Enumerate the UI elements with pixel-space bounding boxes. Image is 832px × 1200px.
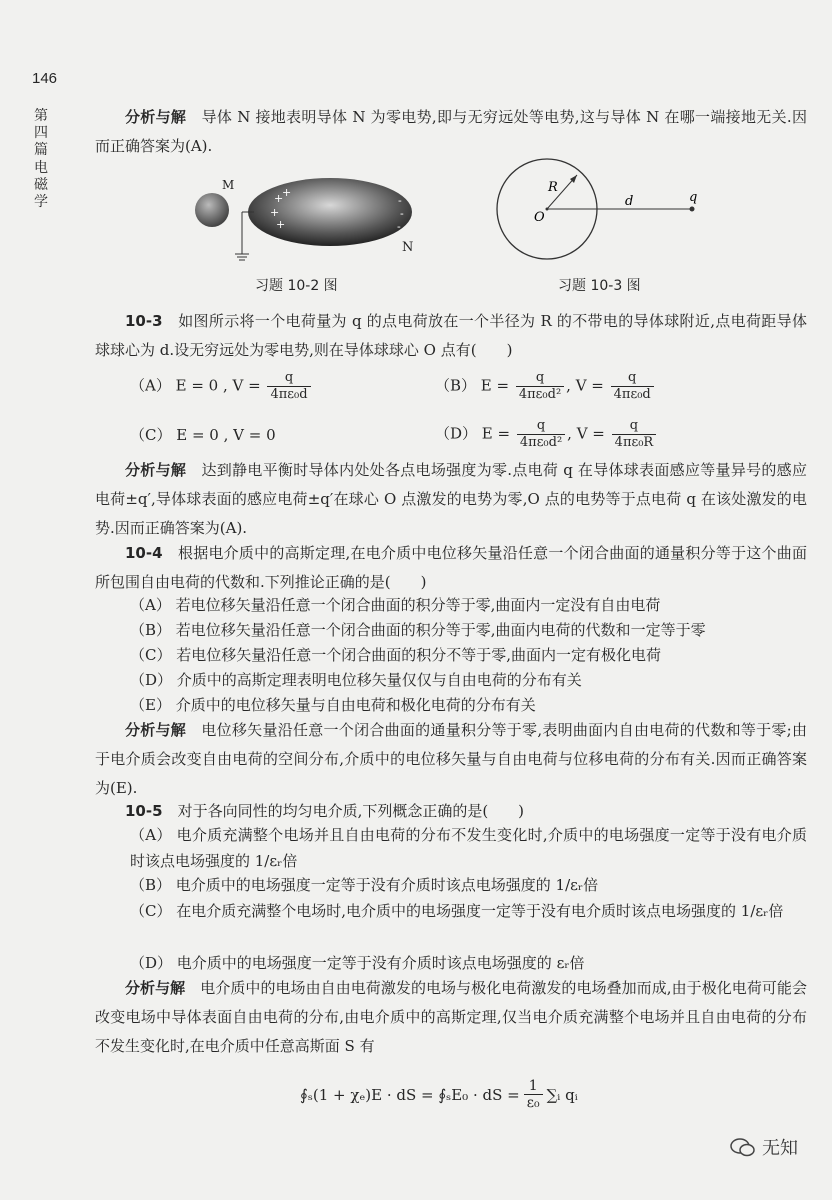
paragraph-analysis-10-2 <box>95 103 807 161</box>
label-d: d <box>625 194 634 209</box>
label-q: q <box>689 190 698 205</box>
sphere-m <box>195 193 229 227</box>
point-charge <box>690 207 695 212</box>
analysis-lead: 分析与解 <box>125 721 187 739</box>
label-r: R <box>548 180 558 195</box>
svg-text:+: + <box>276 218 286 231</box>
analysis-lead: 分析与解 <box>125 979 186 997</box>
option-10-3-c: （C） E = 0 , V = 0 <box>130 426 276 444</box>
svg-text:-: - <box>397 220 401 233</box>
label-o: O <box>534 210 545 225</box>
svg-text:+: + <box>270 206 280 219</box>
analysis-10-5 <box>95 974 807 1061</box>
option-10-4-a: （A） 若电位移矢量沿任意一个闭合曲面的积分等于零,曲面内一定没有自由电荷 <box>130 596 661 614</box>
option-10-5-c: （C） 在电介质充满整个电场时,电介质中的电场强度一定等于没有电介质时该点电场强度的 1/εᵣ倍 <box>130 902 784 920</box>
option-10-4-d: （D） 介质中的高斯定理表明电位移矢量仅仅与自由电荷的分布有关 <box>130 671 582 689</box>
option-10-4-e: （E） 介质中的电位移矢量与自由电荷和极化电荷的分布有关 <box>130 696 536 714</box>
option-10-5-d: （D） 电介质中的电场强度一定等于没有介质时该点电场强度的 εᵣ倍 <box>130 954 585 972</box>
question-number: 10-3 <box>125 312 163 330</box>
option-10-3-a: （A） E = 0 , V = $\frac{q}{\text{4πε₀d}}$ <box>130 370 313 403</box>
page-number: 146 <box>32 70 58 87</box>
analysis-text: 电位移矢量沿任意一个闭合曲面的通量积分等于零,表明曲面内自由电荷的代数和等于零;由于电介质会改变自由电荷的空间分布,介质中的电位移矢量与自由电荷与位移电荷的分布有关.因而正确答案为(E). <box>95 721 807 797</box>
question-text: 如图所示将一个电荷量为 q 的点电荷放在一个半径为 R 的不带电的导体球附近,点电荷距导体球球心为 d.设无穷远处为零电势,则在导体球球心 O 点有( ) <box>95 312 807 359</box>
question-10-4 <box>95 539 807 597</box>
svg-text:-: - <box>400 207 404 220</box>
option-10-5-b: （B） 电介质中的电场强度一定等于没有介质时该点电场强度的 1/εᵣ倍 <box>130 876 599 894</box>
option-10-3-d: （D） E = $\frac{q}{\text{4πε₀d²}}$ , V = $\frac{q}{\text{4πε₀R}}$ <box>435 418 658 451</box>
analysis-lead: 分析与解 <box>125 108 187 126</box>
question-number: 10-4 <box>125 544 163 562</box>
equation-right: ∑ᵢ qᵢ <box>546 1085 578 1104</box>
caption-10-3: 习题 10-3 图 <box>558 278 641 294</box>
figure-10-3 <box>492 157 722 261</box>
option-10-4-b: （B） 若电位移矢量沿任意一个闭合曲面的积分等于零,曲面内电荷的代数和一定等于零 <box>130 621 706 639</box>
svg-text:+: + <box>282 186 292 199</box>
analysis-10-4 <box>95 716 807 803</box>
option-10-5-a: （A） 电介质充满整个电场并且自由电荷的分布不发生变化时,介质中的电场强度一定等于没有电介质时该点电场强度的 1/εᵣ倍 <box>130 826 807 870</box>
gauss-equation: ∮ₛ(1 + χₑ)E · dS = ∮ₛE₀ · dS = $\frac{1}{\text{ε₀}}$ ∑ᵢ qᵢ <box>300 1078 578 1111</box>
analysis-text: 导体 N 接地表明导体 N 为零电势,即与无穷远处等电势,这与导体 N 在哪一端接地无关.因而正确答案为(A). <box>95 108 807 155</box>
figure-10-2 <box>190 172 460 267</box>
equation-left: ∮ₛ(1 + χₑ)E · dS = ∮ₛE₀ · dS = <box>300 1085 520 1104</box>
analysis-lead: 分析与解 <box>125 461 187 479</box>
svg-text:-: - <box>398 194 402 207</box>
analysis-text: 达到静电平衡时导体内处处各点电场强度为零.点电荷 q 在导体球表面感应等量异号的感应电荷±q′,导体球表面的感应电荷±q′在球心 O 点激发的电势为零,O 点的电势等于点电荷 q 在该处激发的电势.因而正确答案为(A). <box>95 461 807 537</box>
question-text: 根据电介质中的高斯定理,在电介质中电位移矢量沿任意一个闭合曲面的通量积分等于这个曲面所包围自由电荷的代数和.下列推论正确的是( ) <box>95 544 807 591</box>
question-text: 对于各向同性的均匀电介质,下列概念正确的是( ) <box>177 802 525 820</box>
label-m: M <box>222 178 235 192</box>
analysis-10-3 <box>95 456 807 543</box>
part-label: 第四篇 <box>34 108 48 158</box>
watermark-text: 无知 <box>762 1138 798 1159</box>
label-n: N <box>402 240 414 255</box>
caption-10-2: 习题 10-2 图 <box>255 278 338 294</box>
wechat-icon <box>730 1137 756 1157</box>
watermark <box>730 1134 798 1160</box>
option-10-4-c: （C） 若电位移矢量沿任意一个闭合曲面的积分不等于零,曲面内一定有极化电荷 <box>130 646 662 664</box>
question-number: 10-5 <box>125 802 163 820</box>
svg-text:+: + <box>274 192 284 205</box>
question-10-3 <box>95 307 807 365</box>
section-label: 电磁学 <box>34 160 48 210</box>
option-10-3-b: （B） E = $\frac{q}{\text{4πε₀d²}}$ , V = $\frac{q}{\text{4πε₀d}}$ <box>435 370 656 403</box>
analysis-text: 电介质中的电场由自由电荷激发的电场与极化电荷激发的电场叠加而成,由于极化电荷可能会改变电场中导体表面自由电荷的分布,由电介质中的高斯定理,仅当电介质充满整个电场并且自由电荷的分布不发生变化时,在电介质中任意高斯面 S 有 <box>95 979 807 1055</box>
